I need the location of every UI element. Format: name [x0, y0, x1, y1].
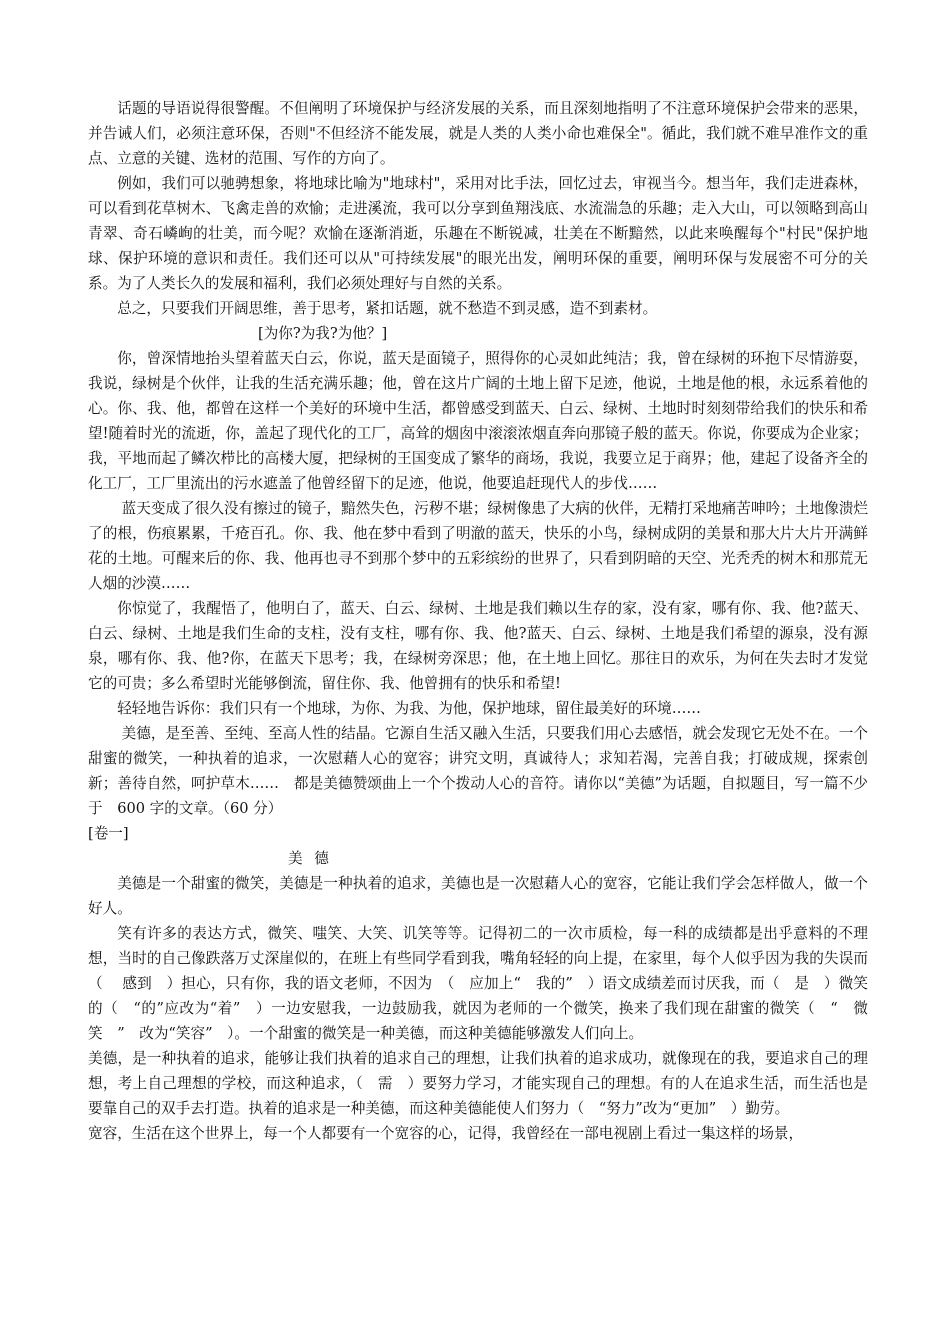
- document-page: [88, 96, 868, 1146]
- paragraph-conclusion: 总之，只要我们开阔思维，善于思考，紧扣话题，就不愁造不到灵感，造不到素材。: [117, 300, 658, 317]
- paragraph-one-earth: 轻轻地告诉你：我们只有一个地球，为你、为我、为他，保护地球，留住最美好的环境……: [117, 700, 701, 717]
- essay-subtitle: [为你?为我?为他？]: [258, 325, 388, 342]
- paragraph-you-me-him: 你，曾深情地抬头望着蓝天白云，你说，蓝天是面镜子，照得你的心灵如此纯洁；我，曾在绿树的环抱下尽情游耍，我说，绿树是个伙伴，让我的生活充满乐趣；他，曾在这片广阔的土地上留下足迹，他说，土地是他的根，永远系着他的心。你、我、他，都曾在这样一个美好的环境中生活，都曾感受到蓝天、白云、绿树、土地时时刻刻带给我们的快乐和希望!随着时光的流逝，你，盖起了现代化的工厂，高耸的烟囱中滚滚浓烟直奔向那镜子般的蓝天。你说，你要成为企业家；我，平地而起了鳞次栉比的高楼大厦，把绿树的王国变成了繁华的商场，我说，我要立足于商界；他，建起了设备齐全的化工厂，工厂里流出的污水遮盖了他曾经留下的足迹，他说，他要追赶现代人的步伐……: [88, 350, 868, 492]
- paragraph-tolerance: 宽容，生活在这个世界上，每一个人都要有一个宽容的心，记得，我曾经在一部电视剧上看过一集这样的场景，: [88, 1125, 804, 1142]
- paragraph-guide-commentary: 话题的导语说得很警醒。不但阐明了环境保护与经济发展的关系，而且深刻地指明了不注意环境保护会带来的恶果，并告诫人们，必须注意环保，否则"不但经济不能发展，就是人类的人类小命也难保全"。循此，我们就不难早准作文的重点、立意的关键、选材的范围、写作的方向了。: [88, 100, 868, 167]
- paragraph-awakening: 你惊觉了，我醒悟了，他明白了，蓝天、白云、绿树、土地是我们赖以生存的家，没有家，哪有你、我、他?蓝天、白云、绿树、土地是我们生命的支柱，没有支柱，哪有你、我、他?蓝天、白云、绿树、土地是我们希望的源泉，没有源泉，哪有你、我、他?你，在蓝天下思考；我，在绿树旁深思；他，在土地上回忆。那往日的欢乐，为何在失去时才发觉它的可贵；多么希望时光能够倒流，留住你、我、他曾拥有的快乐和希望!: [88, 600, 868, 692]
- paragraph-example: 例如，我们可以驰骋想象，将地球比喻为"地球村"，采用对比手法，回忆过去，审视当今。想当年，我们走进森林，可以看到花草树木、飞禽走兽的欢愉；走进溪流，我可以分享到鱼翔浅底、水流湍急的乐趣；走入大山，可以领略到高山青翠、奇石嶙峋的壮美，而今呢？欢愉在逐渐消逝，乐趣在不断锐减，壮美在不断黯然，以此来唤醒每个"村民"保护地球、保护环境的意识和责任。我们还可以从"可持续发展"的眼光出发，阐明环保的重要，阐明环保与发展密不可分的关系。为了人类长久的发展和福利，我们必须处理好与自然的关系。: [88, 175, 868, 292]
- paragraph-pursuit: 美德，是一种执着的追求，能够让我们执着的追求自己的理想，让我们执着的追求成功，就像现在的我，要追求自己的理想，考上自己理想的学校，而这种追求，（ 需 ）要努力学习，才能实现自己的理想。有的人在追求生活，而生活也是要靠自己的双手去打造。执着的追求是一种美德，而这种美德能使人们努力（ “努力”改为“更加” ）勤劳。: [88, 1050, 868, 1117]
- volume-label: [卷一]: [88, 825, 129, 842]
- paragraph-blue-sky: 蓝天变成了很久没有擦过的镜子，黯然失色，污秽不堪；绿树像患了大病的伙伴，无精打采地痛苦呻吟；土地像溃烂了的根，伤痕累累，千疮百孔。你、我、他在梦中看到了明澈的蓝天，快乐的小鸟，绿树成阴的美景和那大片大片开满鲜花的土地。可醒来后的你、我、他再也寻不到那个梦中的五彩缤纷的世界了，只看到阴暗的天空、光秃秃的树木和那荒无人烟的沙漠……: [88, 500, 868, 592]
- essay-title: 美德: [288, 850, 341, 867]
- paragraph-smile: 笑有许多的表达方式，微笑、嗤笑、大笑、讥笑等等。记得初二的一次市质检，每一科的成绩都是出乎意料的不理想，当时的自己像跌落万丈深崖似的，在班上有些同学看到我，嘴角轻轻的向上提，在家里，每个人似乎因为我的失误而（ 感到 ）担心，只有你，我的语文老师，不因为 （ 应加上“ 我的” ）语文成绩差而讨厌我，而（ 是 ）微笑的（ “的”应改为“着” ）一边安慰我，一边鼓励我，就因为老师的一个微笑，换来了我们现在甜蜜的微笑（ “ 微笑 ” 改为“笑容” ）。一个甜蜜的微笑是一种美德，而这种美德能够激发人们向上。: [88, 925, 868, 1042]
- paragraph-virtue-intro: 美德是一个甜蜜的微笑，美德是一种执着的追求，美德也是一次慰藉人心的宽容，它能让我们学会怎样做人，做一个好人。: [88, 875, 868, 917]
- paragraph-virtue-prompt: 美德，是至善、至纯、至高人性的结晶。它源自生活又融入生活，只要我们用心去感悟，就会发现它无处不在。一个甜蜜的微笑，一种执着的追求，一次慰藉人心的宽容；讲究文明，真诚待人；求知若渴，完善自我；打破成规，探索创新；善待自然，呵护草木…… 都是美德赞颂曲上一个个拨动人心的音符。请你以“美德”为话题，自拟题目，写一篇不少于 600 字的文章。（60 分）: [88, 725, 868, 817]
